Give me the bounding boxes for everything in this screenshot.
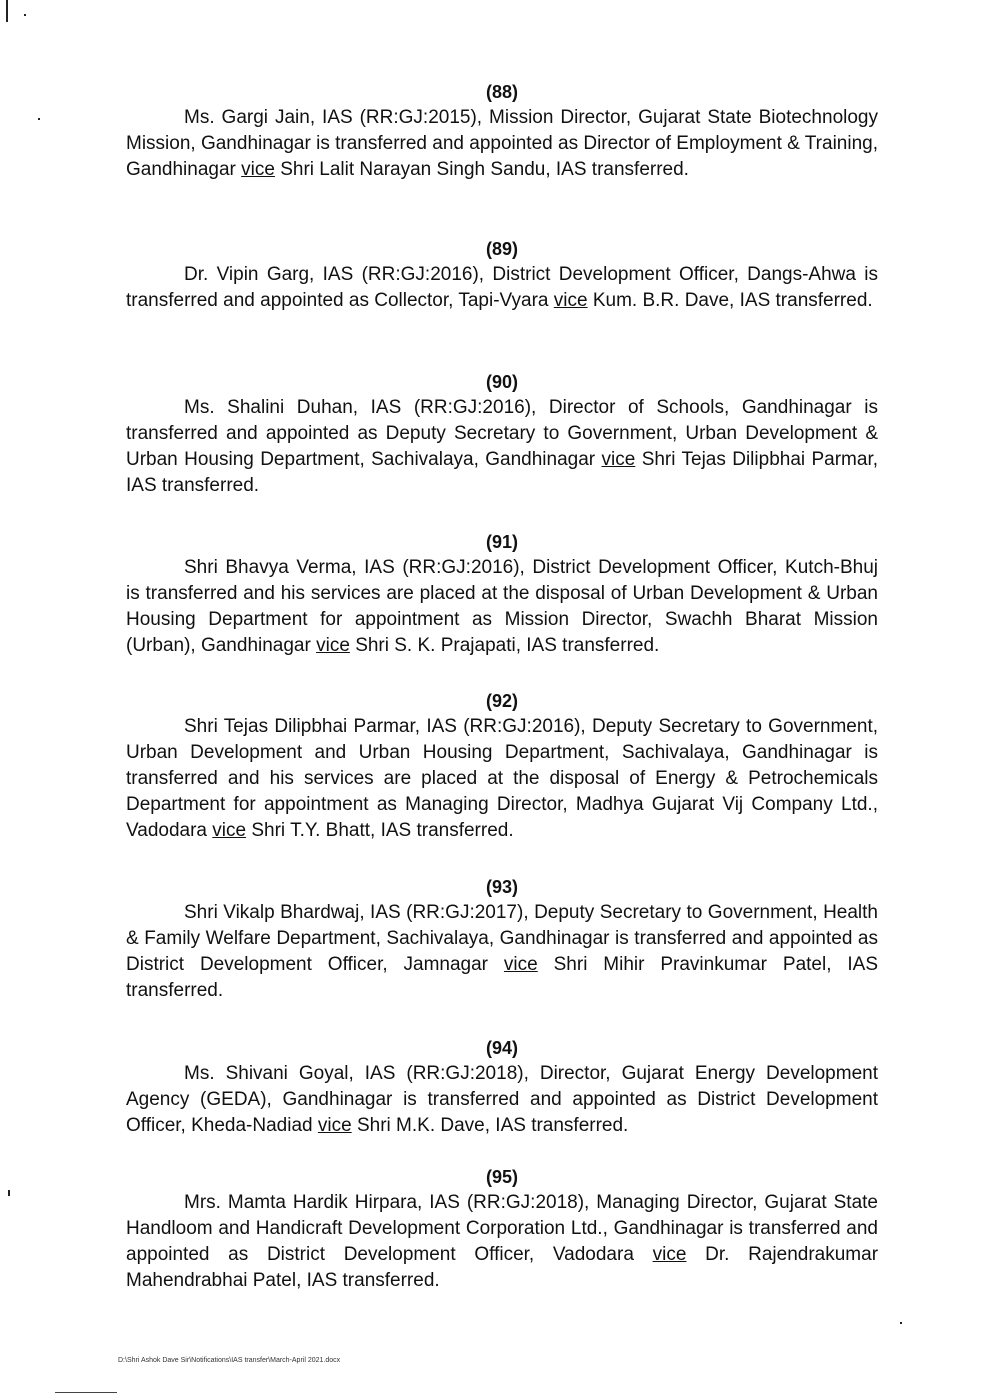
vice-underlined: vice	[652, 1244, 687, 1265]
order-95	[126, 1166, 878, 1294]
footer-file-path: D:\Shri Ashok Dave Sir\Notifications\IAS transfer\March-April 2021.docx	[118, 1357, 341, 1364]
order-92	[126, 690, 878, 844]
order-text: Shri Bhavya Verma, IAS (RR:GJ:2016), District Development Officer, Kutch-Bhuj is transferred and his services are placed at the disposal of Urban Development & Urban Housing Department for appointment as Mission Director, Swachh Bharat Mission (Urban), Gandhinagar vice Shri S. K. Prajapati, IAS transferred.	[126, 557, 878, 656]
scan-dot	[900, 1322, 902, 1324]
order-text: Ms. Shalini Duhan, IAS (RR:GJ:2016), Director of Schools, Gandhinagar is transferred and appointed as Deputy Secretary to Government, Urban Development & Urban Housing Department, Sachivalaya, Gandhinagar vice Shri Tejas Dilipbhai Parmar, IAS transferred.	[126, 397, 879, 496]
order-number: (90)	[485, 372, 518, 392]
order-number: (91)	[485, 532, 518, 552]
scan-dot	[38, 118, 40, 120]
order-89	[126, 238, 878, 314]
order-number: (89)	[485, 239, 518, 259]
vice-underlined: vice	[317, 1115, 352, 1136]
vice-underlined: vice	[241, 159, 275, 180]
order-number: (94)	[485, 1038, 518, 1058]
order-text: Dr. Vipin Garg, IAS (RR:GJ:2016), District Development Officer, Dangs-Ahwa is transferred and appointed as Collector, Tapi-Vyara vice Kum. B.R. Dave, IAS transferred.	[126, 264, 878, 311]
order-90	[126, 371, 878, 499]
scan-dot	[8, 1190, 10, 1196]
order-number: (92)	[485, 691, 518, 711]
order-number: (88)	[485, 82, 518, 102]
order-91	[126, 531, 878, 659]
vice-underlined: vice	[212, 820, 247, 841]
order-text: Ms. Gargi Jain, IAS (RR:GJ:2015), Mission Director, Gujarat State Biotechnology Mission, Gandhinagar is transferred and appointed as Director of Employment & Training, Gandhinagar vice Shri Lalit Narayan Singh Sandu, IAS transferred.	[126, 107, 878, 180]
vice-underlined: vice	[316, 635, 350, 656]
footer-divider	[55, 1392, 117, 1393]
vice-underlined: vice	[601, 449, 636, 470]
scan-dot	[24, 14, 26, 16]
order-93	[126, 876, 878, 1004]
scan-mark	[6, 0, 8, 22]
order-94	[126, 1037, 878, 1139]
order-number: (95)	[485, 1167, 518, 1187]
order-text: Ms. Shivani Goyal, IAS (RR:GJ:2018), Director, Gujarat Energy Development Agency (GEDA), Gandhinagar is transferred and appointed as District Development Officer, Kheda-Nadiad vice Shri M.K. Dave, IAS transferred.	[126, 1063, 878, 1136]
vice-underlined: vice	[553, 290, 588, 311]
order-88	[126, 81, 878, 183]
vice-underlined: vice	[503, 954, 538, 975]
order-text: Shri Tejas Dilipbhai Parmar, IAS (RR:GJ:2016), Deputy Secretary to Government, Urban Development and Urban Housing Department, Sachivalaya, Gandhinagar is transferred and his services are placed at the disposal of Energy & Petrochemicals Department for appointment as Managing Director, Madhya Gujarat Vij Company Ltd., Vadodara vice Shri T.Y. Bhatt, IAS transferred.	[126, 716, 878, 841]
order-number: (93)	[485, 877, 518, 897]
order-text: Shri Vikalp Bhardwaj, IAS (RR:GJ:2017), Deputy Secretary to Government, Health & Family Welfare Department, Sachivalaya, Gandhinagar is transferred and appointed as District Development Officer, Jamnagar vice Shri Mihir Pravinkumar Patel, IAS transferred.	[126, 902, 879, 1001]
order-text: Mrs. Mamta Hardik Hirpara, IAS (RR:GJ:2018), Managing Director, Gujarat State Handloom and Handicraft Development Corporation Ltd., Gandhinagar is transferred and appointed as District Development Officer, Vadodara vice Dr. Rajendrakumar Mahendrabhai Patel, IAS transferred.	[126, 1192, 879, 1291]
